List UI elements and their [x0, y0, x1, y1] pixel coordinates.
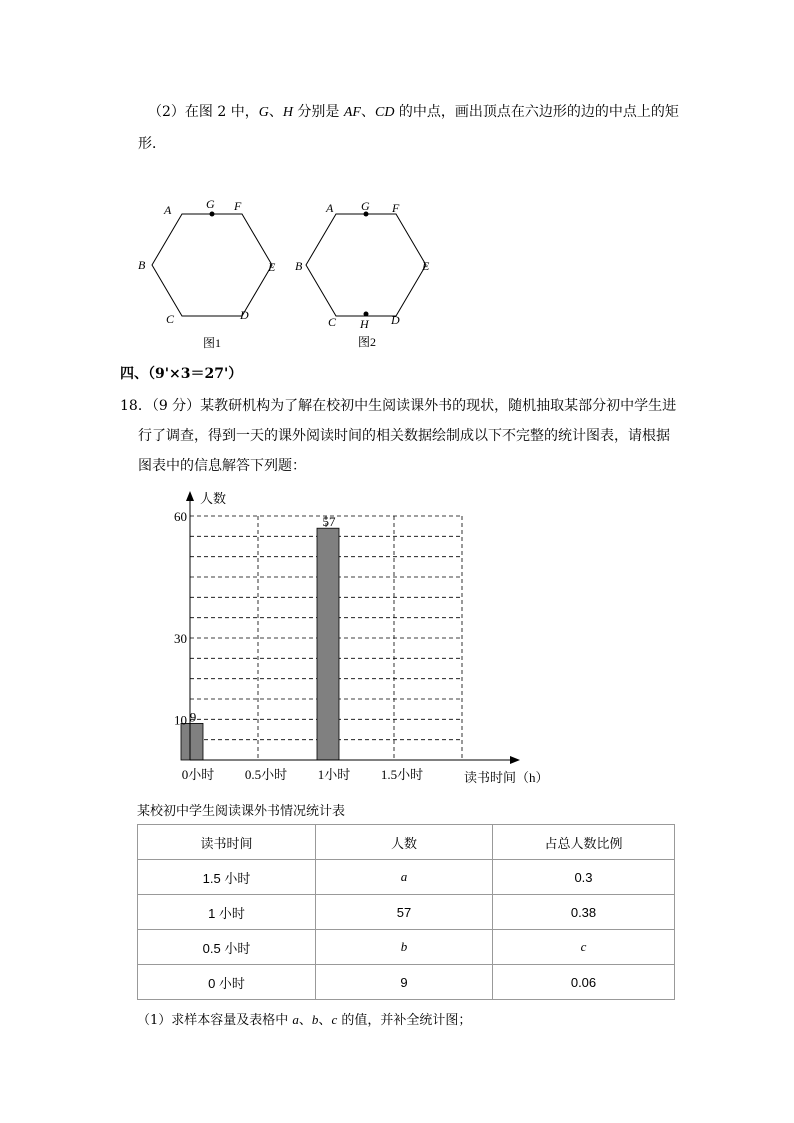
- label-af: AF: [343, 105, 361, 120]
- vertex-c-fig2: C: [328, 315, 337, 329]
- table-cell: 0.38: [493, 895, 675, 930]
- x-tick-label: 1.5小时: [380, 767, 424, 782]
- label-cd: CD: [374, 105, 395, 120]
- y-tick-label: 60: [174, 509, 187, 524]
- caption-fig2: 图2: [358, 335, 377, 349]
- bar: [317, 528, 339, 760]
- vertex-g-fig2: G: [361, 199, 370, 213]
- x-tick-label: 1小时: [317, 767, 351, 782]
- bar: [181, 723, 203, 760]
- vertex-c-fig1: C: [166, 312, 175, 326]
- table-row: [138, 895, 675, 930]
- label-h: H: [282, 105, 293, 120]
- table-row: [138, 860, 675, 895]
- header-reading-time: 读书时间: [138, 825, 316, 860]
- hexagon-1-shape: [152, 214, 272, 316]
- y-tick-label: 10: [174, 712, 187, 728]
- table-header-row: [138, 825, 675, 860]
- vertex-e-fig2: E: [422, 259, 430, 273]
- table-cell: 0.3: [493, 860, 675, 895]
- section-4-heading: 四、（9'×3＝27'）: [120, 366, 243, 382]
- x-axis-arrow: [510, 756, 520, 764]
- chart-bars: [181, 528, 339, 760]
- table-cell: 0.06: [493, 965, 675, 1000]
- vertex-d-fig2: D: [391, 313, 400, 327]
- x-tick-label: 0小时: [181, 767, 215, 782]
- table-cell: 9: [316, 965, 493, 1000]
- q18-line1: 18．（9 分）某教研机构为了解在校初中生阅读课外书的现状，随机抽取某部分初中学生进: [120, 398, 677, 414]
- hexagon-figure-2: [290, 190, 450, 360]
- label-g: G: [258, 105, 269, 120]
- y-axis-label: 人数: [200, 491, 227, 506]
- vertex-a-fig2: A: [326, 201, 334, 215]
- data-label: 57: [322, 514, 336, 530]
- q18-part1: （1）求样本容量及表格中 a、b、c 的值，并补全统计图；: [137, 1012, 472, 1028]
- vertex-e-fig1: E: [268, 260, 276, 274]
- table-row: [138, 965, 675, 1000]
- table-cell: a: [316, 860, 493, 895]
- table-cell: c: [493, 930, 675, 965]
- vertex-f-fig1: F: [234, 199, 242, 213]
- y-tick-label: 30: [174, 631, 187, 646]
- table-row: [138, 930, 675, 965]
- x-tick-labels: [182, 767, 423, 782]
- x-axis-label: 读书时间（h）: [464, 770, 549, 785]
- table-cell: 0.5 小时: [138, 930, 316, 965]
- table-caption: 某校初中学生阅读课外书情况统计表: [137, 803, 346, 818]
- y-tick-labels: [174, 509, 187, 727]
- vertex-b-fig2: B: [295, 259, 303, 273]
- vertex-f-fig2: F: [392, 201, 400, 215]
- vertex-h-fig2: H: [360, 317, 369, 331]
- header-count: 人数: [316, 825, 493, 860]
- vertex-g-fig1: G: [206, 197, 215, 211]
- hexagon-2-shape: [306, 214, 426, 316]
- q17-part2-line1: （2）在图 2 中，G、H 分别是 AF、CD 的中点，画出顶点在六边形的边的中点上的矩: [148, 104, 679, 120]
- y-axis-arrow: [186, 491, 194, 501]
- q18-line2: 行了调查，得到一天的课外阅读时间的相关数据绘制成以下不完整的统计图表，请根据: [138, 428, 670, 444]
- table-cell: 57: [316, 895, 493, 930]
- caption-fig1: 图1: [203, 336, 222, 350]
- point-h-fig2: [364, 312, 369, 317]
- hexagon-figure-1: [130, 190, 290, 360]
- data-labels: [190, 514, 336, 724]
- header-proportion: 占总人数比例: [493, 825, 675, 860]
- vertex-d-fig1: D: [240, 308, 249, 322]
- x-tick-label: 0.5小时: [244, 767, 288, 782]
- table-cell: 1.5 小时: [138, 860, 316, 895]
- table-cell: 0 小时: [138, 965, 316, 1000]
- table-cell: b: [316, 930, 493, 965]
- table-cell: 1 小时: [138, 895, 316, 930]
- vertex-b-fig1: B: [138, 258, 146, 272]
- statistics-table: [137, 824, 675, 1000]
- reading-time-bar-chart: [160, 485, 580, 795]
- data-label: 9: [189, 709, 197, 725]
- q17-part2-line2: 形．: [138, 136, 166, 152]
- q18-line3: 图表中的信息解答下列题：: [138, 458, 306, 474]
- point-g-fig1: [210, 212, 215, 217]
- vertex-a-fig1: A: [164, 203, 172, 217]
